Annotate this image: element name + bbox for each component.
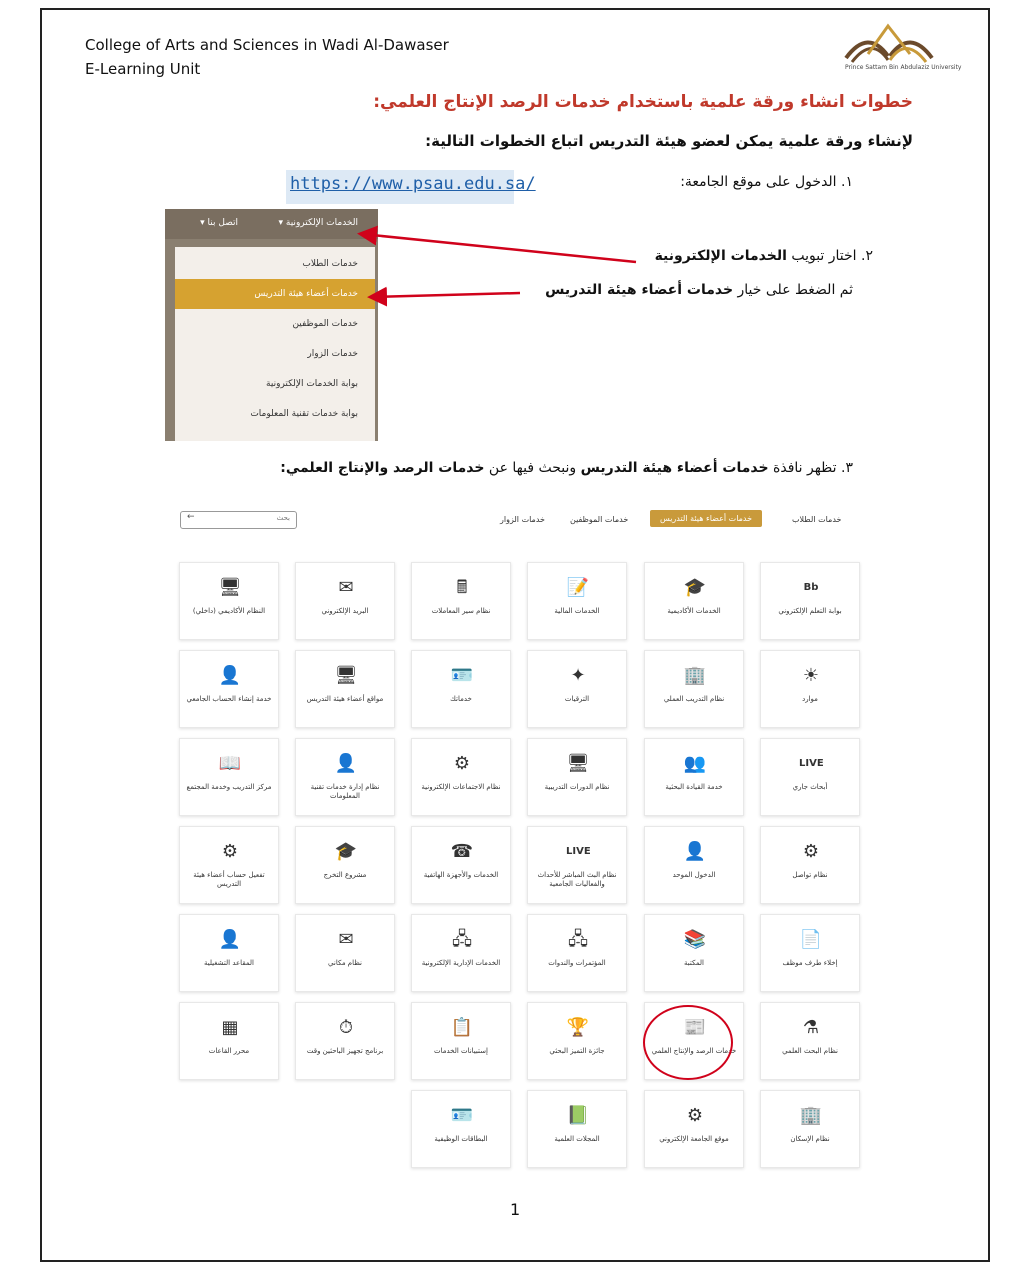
service-icon: 🎓 [334, 841, 358, 862]
service-tile[interactable] [179, 1002, 279, 1080]
service-label: بوابة التعلم الإلكتروني [778, 607, 842, 615]
service-tile[interactable] [760, 738, 860, 816]
service-icon: 🏢 [799, 1105, 823, 1126]
nav-eservices[interactable]: الخدمات الإلكترونية ▾ [278, 218, 358, 228]
logo-caption: Prince Sattam Bin Abdulaziz University [845, 64, 962, 71]
service-icon: Bb [803, 582, 819, 593]
service-icon: ⏱ [338, 1017, 354, 1038]
service-tile[interactable] [760, 1002, 860, 1080]
service-tile[interactable] [527, 914, 627, 992]
service-icon: 🖩 [456, 577, 468, 598]
service-tile[interactable] [295, 1002, 395, 1080]
step-2-bold: الخدمات الإلكترونية [654, 248, 787, 264]
service-tile[interactable] [644, 826, 744, 904]
service-label: خدمة إنشاء الحساب الجامعي [186, 695, 272, 703]
service-icon: ⚙ [802, 841, 820, 862]
step-3-bold-b: خدمات الرصد والإنتاج العلمي: [280, 460, 485, 476]
service-tile[interactable] [760, 914, 860, 992]
service-label: موقع الجامعة الإلكتروني [659, 1135, 729, 1143]
service-label: مركز التدريب وخدمة المجتمع [186, 783, 272, 791]
service-icon: ⚗ [802, 1017, 820, 1038]
service-tile[interactable] [760, 562, 860, 640]
service-tile[interactable] [295, 738, 395, 816]
service-icon: ✦ [570, 665, 586, 686]
service-tile[interactable] [411, 650, 511, 728]
service-label: الخدمات والأجهزة الهاتفية [423, 871, 499, 879]
service-icon: ✉ [338, 577, 354, 598]
service-icon: ☀ [802, 665, 820, 686]
service-label: المكتبة [684, 959, 704, 967]
service-label: نظام الاجتماعات الإلكترونية [421, 783, 501, 791]
service-icon: 🪪 [450, 665, 474, 686]
service-tile[interactable] [760, 650, 860, 728]
service-tile[interactable] [527, 1090, 627, 1168]
service-label: نظام تواصل [792, 871, 828, 879]
step-3 [280, 460, 853, 476]
service-tile[interactable] [527, 738, 627, 816]
service-label: الخدمات الأكاديمية [667, 607, 721, 615]
university-url-link[interactable]: https://www.psau.edu.sa/ [290, 174, 536, 194]
step-3-text-b: ونبحث فيها عن [484, 460, 581, 476]
unit-name: E-Learning Unit [85, 60, 201, 78]
service-icon: 🏆 [566, 1017, 590, 1038]
service-icon: 📋 [450, 1017, 474, 1038]
service-tile[interactable] [295, 826, 395, 904]
service-label: نظام سير المعاملات [431, 607, 491, 615]
tab-students[interactable]: خدمات الطلاب [792, 515, 842, 524]
service-label: إستبيانات الخدمات [434, 1047, 488, 1055]
service-icon: 📰 [683, 1017, 707, 1038]
service-tile[interactable] [527, 1002, 627, 1080]
service-tile[interactable] [179, 562, 279, 640]
service-icon: 📖 [218, 753, 242, 774]
service-label: المقاعد التشغيلية [204, 959, 254, 967]
service-icon: 📗 [566, 1105, 590, 1126]
service-label: المؤتمرات والندوات [548, 959, 606, 967]
service-icon: 🖧 [451, 929, 473, 950]
service-icon: ⚙ [453, 753, 471, 774]
service-icon: ☎ [450, 841, 474, 862]
service-icon: 👤 [218, 665, 242, 686]
menu-item-faculty[interactable]: خدمات أعضاء هيئة التدريس [254, 289, 358, 299]
service-icon: ▦ [221, 1017, 239, 1038]
service-tile[interactable] [644, 650, 744, 728]
service-icon: 👤 [218, 929, 242, 950]
service-icon: 🖥 [334, 665, 358, 686]
service-icon: 📄 [799, 929, 823, 950]
service-label: خدمات الرصد والإنتاج العلمي [651, 1047, 737, 1055]
doc-subtitle: لإنشاء ورقة علمية يمكن لعضو هيئة التدريس اتباع الخطوات التالية: [425, 132, 913, 150]
service-label: خدماتك [450, 695, 472, 703]
step-3-bold-a: خدمات أعضاء هيئة التدريس [580, 460, 769, 476]
service-tile[interactable] [527, 826, 627, 904]
service-tile[interactable] [644, 738, 744, 816]
service-icon: ✉ [338, 929, 354, 950]
step-2b-bold: خدمات أعضاء هيئة التدريس [545, 282, 734, 298]
service-icon: LIVE [799, 758, 824, 769]
menu-item-visitors[interactable]: خدمات الزوار [307, 349, 358, 359]
service-icon: 🖥 [218, 577, 242, 598]
highlight-circle [643, 1005, 733, 1080]
service-tile[interactable] [644, 914, 744, 992]
service-label: الخدمات الإدارية الإلكترونية [421, 959, 501, 967]
service-icon: ⚙ [686, 1105, 704, 1126]
service-label: جائزة التميز البحثي [549, 1047, 605, 1055]
service-tile[interactable] [179, 914, 279, 992]
service-icon: 📝 [566, 577, 590, 598]
menu-item-portal[interactable]: بوابة الخدمات الإلكترونية [266, 379, 358, 389]
service-label: الدخول الموحد [672, 871, 716, 879]
service-icon: 📚 [683, 929, 707, 950]
service-tile[interactable] [411, 1002, 511, 1080]
service-label: موارد [802, 695, 818, 703]
service-label: خدمة القيادة البحثية [665, 783, 723, 791]
service-tile[interactable] [295, 914, 395, 992]
step-1: ١. الدخول على موقع الجامعة: [680, 174, 853, 190]
service-label: نظام الدورات التدريبية [544, 783, 610, 791]
service-label: نظام البحث العلمي [782, 1047, 838, 1055]
service-icon: 👤 [683, 841, 707, 862]
page-number: 1 [510, 1200, 521, 1219]
service-label: نظام إدارة خدمات تقنية المعلومات [310, 783, 380, 800]
nav-contact[interactable]: اتصل بنا ▾ [200, 218, 238, 228]
service-tile[interactable] [527, 562, 627, 640]
service-icon: ⚙ [221, 841, 239, 862]
arrow-left-icon[interactable]: ← [187, 512, 195, 522]
step-2-text: ٢. اختار تبويب [786, 248, 873, 264]
service-label: البريد الإلكتروني [321, 607, 369, 615]
service-tile[interactable] [295, 650, 395, 728]
search-input[interactable] [180, 511, 297, 529]
service-tile[interactable] [179, 826, 279, 904]
service-tile[interactable] [644, 1090, 744, 1168]
service-icon: 👤 [334, 753, 358, 774]
menu-item-students[interactable]: خدمات الطلاب [302, 259, 358, 269]
service-tile[interactable] [295, 562, 395, 640]
service-icon: LIVE [566, 846, 591, 857]
service-icon: 🖥 [566, 753, 590, 774]
service-label: أبحاث جاري [792, 783, 828, 791]
service-label: مواقع أعضاء هيئة التدريس [306, 695, 384, 703]
service-icon: 👥 [683, 753, 707, 774]
service-icon: 🖧 [567, 929, 589, 950]
service-icon: 🪪 [450, 1105, 474, 1126]
service-label: نظام الإسكان [790, 1135, 830, 1143]
menu-item-employees[interactable]: خدمات الموظفين [292, 319, 358, 329]
tab-faculty[interactable]: خدمات أعضاء هيئة التدريس [650, 510, 762, 527]
service-label: تفعيل حساب أعضاء هيئة التدريس [193, 871, 265, 888]
service-label: برنامج تجهيز الباحثين وقت [306, 1047, 384, 1055]
college-name: College of Arts and Sciences in Wadi Al-Dawaser [85, 36, 449, 54]
service-label: نظام التدريب العملي [663, 695, 725, 703]
service-tile[interactable] [527, 650, 627, 728]
search-placeholder: بحث [276, 514, 290, 522]
service-label: إخلاء طرف موظف [782, 959, 838, 967]
service-label: المجلات العلمية [554, 1135, 600, 1143]
step-2b-text: ثم الضغط على خيار [733, 282, 853, 298]
service-label: نظام مكاني [328, 959, 362, 967]
service-tile[interactable] [411, 562, 511, 640]
service-icon: 🏢 [683, 665, 707, 686]
service-label: البطاقات الوظيفية [434, 1135, 488, 1143]
service-tile[interactable] [179, 650, 279, 728]
service-label: الخدمات المالية [554, 607, 600, 615]
service-tile[interactable] [760, 1090, 860, 1168]
tab-employees[interactable]: خدمات الموظفين [570, 515, 629, 524]
service-label: محرر القاعات [208, 1047, 250, 1055]
service-label: نظام البث المباشر للأحداث والفعاليات الجامعية [537, 871, 617, 888]
step-3-text-a: ٣. تظهر نافذة [768, 460, 853, 476]
service-tile[interactable] [411, 738, 511, 816]
service-tile[interactable] [760, 826, 860, 904]
tab-visitors[interactable]: خدمات الزوار [500, 515, 545, 524]
service-tile[interactable] [411, 826, 511, 904]
service-tile[interactable] [644, 562, 744, 640]
service-label: الترقيات [564, 695, 590, 703]
menu-item-it-portal[interactable]: بوابة خدمات تقنية المعلومات [250, 409, 358, 419]
service-tile[interactable] [411, 914, 511, 992]
service-label: مشروع التخرج [323, 871, 367, 879]
service-tile[interactable] [411, 1090, 511, 1168]
service-label: النظام الأكاديمي (داخلي) [192, 607, 266, 615]
service-icon: 🎓 [683, 577, 707, 598]
service-tile[interactable] [179, 738, 279, 816]
doc-title: خطوات انشاء ورقة علمية باستخدام خدمات الرصد الإنتاج العلمي: [373, 92, 913, 112]
